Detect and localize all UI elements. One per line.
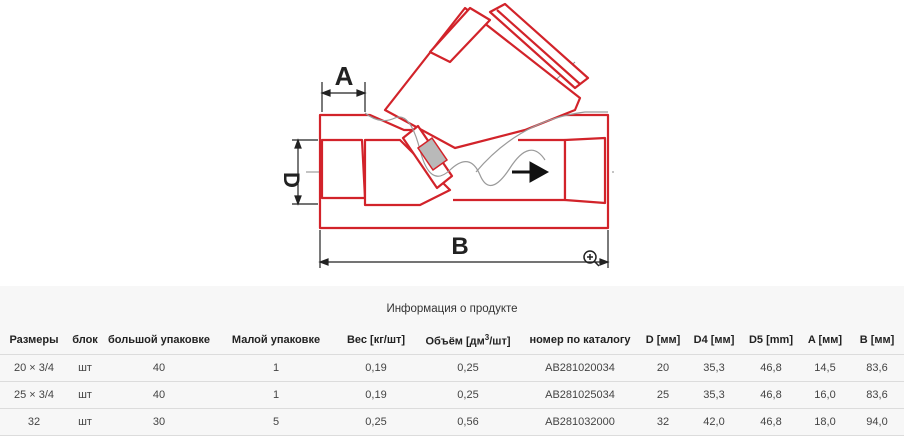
cell-d4: 35,3 — [686, 355, 742, 382]
product-spec-table — [0, 326, 904, 436]
header-d4: D4 [мм] — [693, 334, 735, 346]
cell-d5: 46,8 — [742, 409, 800, 436]
cell-unit: шт — [68, 409, 102, 436]
cell-weight: 0,19 — [336, 355, 416, 382]
cell-small-pack: 1 — [216, 382, 336, 409]
cell-d: 25 — [640, 382, 686, 409]
cell-b: 94,0 — [850, 409, 904, 436]
cell-d4: 35,3 — [686, 382, 742, 409]
cell-weight: 0,25 — [336, 409, 416, 436]
header-small-pack: Малой упаковке — [231, 334, 321, 346]
cell-volume: 0,56 — [416, 409, 520, 436]
cell-big-pack: 40 — [102, 355, 216, 382]
dimension-a-label: A — [334, 61, 354, 91]
header-volume — [416, 326, 520, 355]
zoom-in-icon[interactable] — [584, 251, 599, 266]
header-unit: блок — [72, 334, 98, 346]
cell-size: 25 × 3/4 — [0, 382, 68, 409]
dimension-b-label: B — [451, 233, 469, 260]
cell-unit: шт — [68, 355, 102, 382]
cell-volume: 0,25 — [416, 355, 520, 382]
cell-a: 16,0 — [800, 382, 850, 409]
header-volume-pre: Объём [дм — [425, 335, 485, 348]
product-info-title: Информация о продукте — [386, 303, 518, 315]
cell-b: 83,6 — [850, 355, 904, 382]
product-info-section — [0, 286, 904, 436]
cell-catalog: AB281025034 — [520, 382, 640, 409]
header-catalog: номер по каталогу — [529, 334, 631, 346]
table-row — [0, 382, 904, 409]
table-row — [0, 355, 904, 382]
header-size: Размеры — [9, 334, 59, 346]
header-a: A [мм] — [807, 334, 843, 346]
cell-catalog: AB281020034 — [520, 355, 640, 382]
cell-unit: шт — [68, 382, 102, 409]
cell-size: 32 — [0, 409, 68, 436]
header-d: D [мм] — [645, 334, 681, 346]
cell-a: 18,0 — [800, 409, 850, 436]
cell-d: 20 — [640, 355, 686, 382]
header-d5: D5 [mm] — [748, 334, 793, 346]
header-weight: Вес [кг/шт] — [346, 334, 406, 346]
cell-big-pack: 30 — [102, 409, 216, 436]
cell-d: 32 — [640, 409, 686, 436]
cell-d4: 42,0 — [686, 409, 742, 436]
cell-a: 14,5 — [800, 355, 850, 382]
header-b: B [мм] — [859, 334, 895, 346]
header-volume-post: /шт] — [489, 335, 511, 348]
cell-d5: 46,8 — [742, 382, 800, 409]
dimension-d-label: D — [279, 172, 304, 188]
cell-big-pack: 40 — [102, 382, 216, 409]
cell-small-pack: 5 — [216, 409, 336, 436]
cell-size: 20 × 3/4 — [0, 355, 68, 382]
table-header-row — [0, 326, 904, 355]
cell-catalog: AB281032000 — [520, 409, 640, 436]
cell-d5: 46,8 — [742, 355, 800, 382]
cell-b: 83,6 — [850, 382, 904, 409]
header-big-pack: большой упаковке — [107, 334, 211, 346]
cell-small-pack: 1 — [216, 355, 336, 382]
cell-volume: 0,25 — [416, 382, 520, 409]
cell-weight: 0,19 — [336, 382, 416, 409]
table-row — [0, 409, 904, 436]
header-volume-sup: 3 — [484, 332, 490, 342]
